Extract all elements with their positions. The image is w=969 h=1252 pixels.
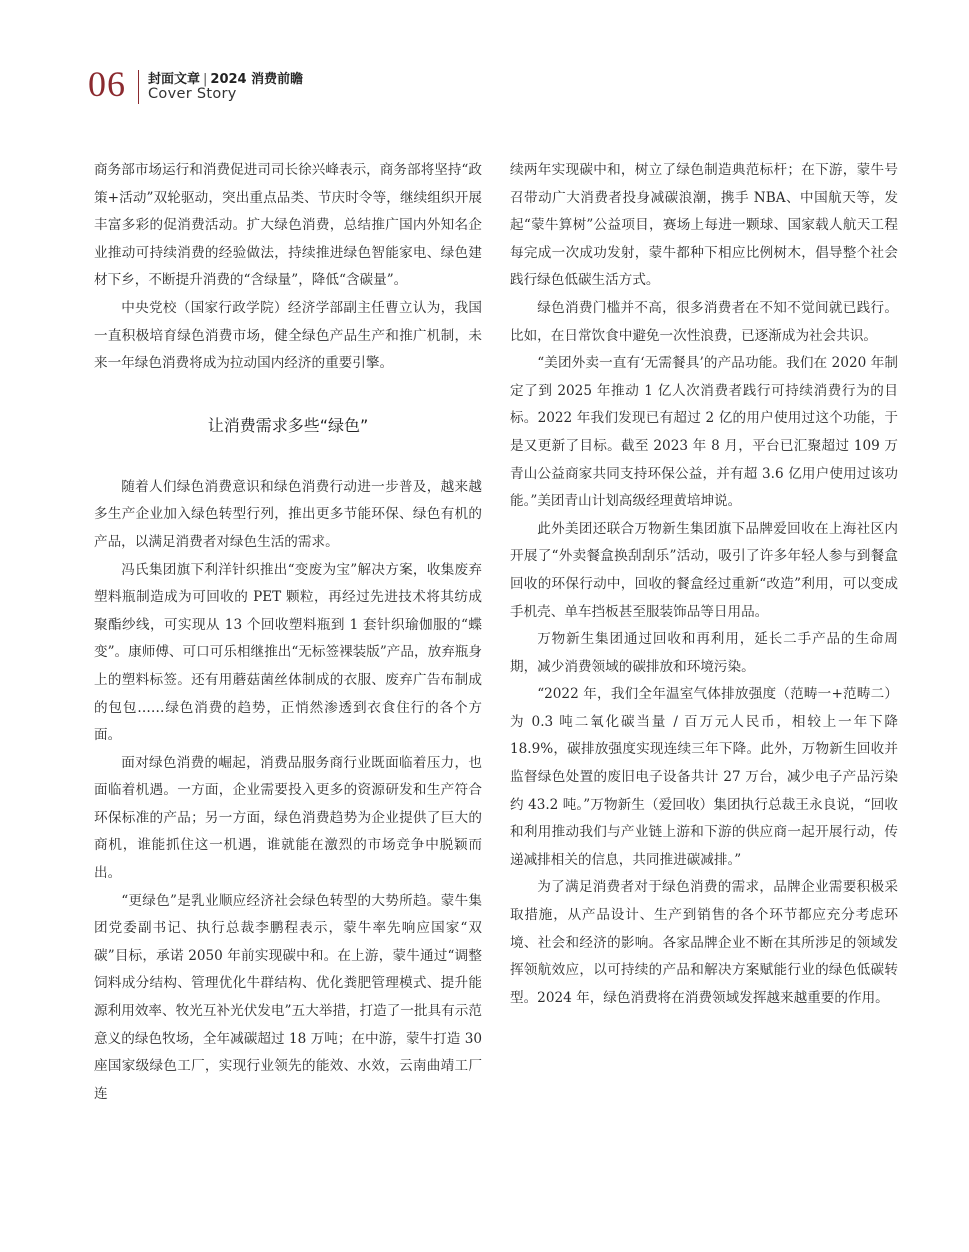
paragraph: 面对绿色消费的崛起，消费品服务商行业既面临着压力，也面临着机遇。一方面，企业需要投入更多的资源研发和生产符合环保标准的产品；另一方面，绿色消费趋势为企业提供了巨大的商机，谁能抓住这一机遇，谁就能在激烈的市场竞争中脱颖而出。 [94,754,482,882]
section-title-cn [148,68,303,87]
paragraph: 绿色消费门槛并不高，很多消费者在不知不觉间就已践行。比如，在日常饮食中避免一次性浪费，已逐渐成为社会共识。 [510,299,898,344]
left-column [94,157,482,1108]
subheading: 让消费需求多些“绿色” [207,415,369,435]
paragraph: 随着人们绿色消费意识和绿色消费行动进一步普及，越来越多生产企业加入绿色转型行列，推出更多节能环保、绿色有机的产品，以满足消费者对绿色生活的需求。 [94,478,482,550]
section-separator: | [203,72,208,87]
section-subtitle: 2024 消费前瞻 [210,72,304,87]
paragraph: 续两年实现碳中和，树立了绿色制造典范标杆；在下游，蒙牛号召带动广大消费者投身减碳浪潮，携手 NBA、中国航天等，发起“蒙牛算树”公益项目，赛场上每进一颗球、国家载人航天工程每完成一次成功发射，蒙牛都种下相应比例树木，倡导整个社会践行绿色低碳生活方式。 [510,162,898,289]
paragraph: 为了满足消费者对于绿色消费的需求，品牌企业需要积极采取措施，从产品设计、生产到销售的各个环节都应充分考虑环境、社会和经济的影响。各家品牌企业不断在其所涉足的领域发挥领航效应，以可持续的产品和解决方案赋能行业的绿色低碳转型。2024 年，绿色消费将在消费领域发挥越来越重要的作用。 [510,879,898,1006]
page-number: 06 [88,64,126,104]
paragraph: 万物新生集团通过回收和再利用，延长二手产品的生命周期，减少消费领域的碳排放和环境污染。 [510,631,898,675]
paragraph: “更绿色”是乳业顺应经济社会绿色转型的大势所趋。蒙牛集团党委副书记、执行总裁李鹏程表示，蒙牛率先响应国家“双碳”目标，承诺 2050 年前实现碳中和。在上游，蒙牛通过“调整饲料成分结构、管理优化牛群结构、优化粪肥管理模式、提升能源利用效率、牧光互补光伏发电”五大举措，打造了一批具有示范意义的绿色牧场，全年减碳超过 18 万吨；在中游，蒙牛打造 30 座国家级绿色工厂，实现行业领先的能效、水效，云南曲靖工厂连 [94,892,482,1102]
header-divider [138,70,139,104]
paragraph: 冯氏集团旗下利洋针织推出“变废为宝”解决方案，收集废弃塑料瓶制造成为可回收的 PET 颗粒，再经过先进技术将其纺成聚酯纱线，可实现从 13 个回收塑料瓶到 1 套针织瑜伽服的“蝶变”。康师傅、可口可乐相继推出“无标签裸装版”产品，放弃瓶身上的塑料标签。还有用蘑菇菌丝体制成的衣服、废弃广告布制成的包包……绿色消费的趋势，正悄然渗透到衣食住行的各个方面。 [94,561,482,744]
paragraph: 商务部市场运行和消费促进司司长徐兴峰表示，商务部将坚持“政策+活动”双轮驱动，突出重点品类、节庆时令等，继续组织开展丰富多彩的促消费活动。扩大绿色消费，总结推广国内外知名企业推动可持续消费的经验做法，持续推进绿色智能家电、绿色建材下乡，不断提升消费的“含绿量”，降低“含碳量”。 [94,162,482,289]
section-title-en: Cover Story [148,86,237,102]
paragraph: “2022 年，我们全年温室气体排放强度（范畴一+范畴二）为 0.3 吨二氧化碳当量 / 百万元人民币，相较上一年下降 18.9%，碳排放强度实现连续三年下降。此外，万物新生回收并监督绿色处置的废旧电子设备共计 27 万台，减少电子产品污染约 43.2 吨。”万物新生（爱回收）集团执行总裁王永良说，“回收和利用推动我们与产业链上游和下游的供应商一起开展行动，传递减排相关的信息，共同推进碳减排。” [510,686,898,868]
section-label: 封面文章 [148,72,201,87]
paragraph: “美团外卖一直有‘无需餐具’的产品功能。我们在 2020 年制定了到 2025 年推动 1 亿人次消费者践行可持续消费行为的目标。2022 年我们发现已有超过 2 亿的用户使用过这个功能，于是又更新了目标。截至 2023 年 8 月，平台已汇聚超过 109 万青山公益商家共同支持环保公益，并有超 3.6 亿用户使用过该功能。”美团青山计划高级经理黄培坤说。 [510,355,898,510]
right-column [510,157,898,1012]
paragraph: 此外美团还联合万物新生集团旗下品牌爱回收在上海社区内开展了“外卖餐盒换刮刮乐”活动，吸引了许多年轻人参与到餐盒回收的环保行动中，回收的餐盒经过重新“改造”利用，可以变成手机壳、单车挡板甚至服装饰品等日用品。 [510,520,898,620]
paragraph: 中央党校（国家行政学院）经济学部副主任曹立认为，我国一直积极培育绿色消费市场，健全绿色产品生产和推广机制，未来一年绿色消费将成为拉动国内经济的重要引擎。 [94,299,482,372]
